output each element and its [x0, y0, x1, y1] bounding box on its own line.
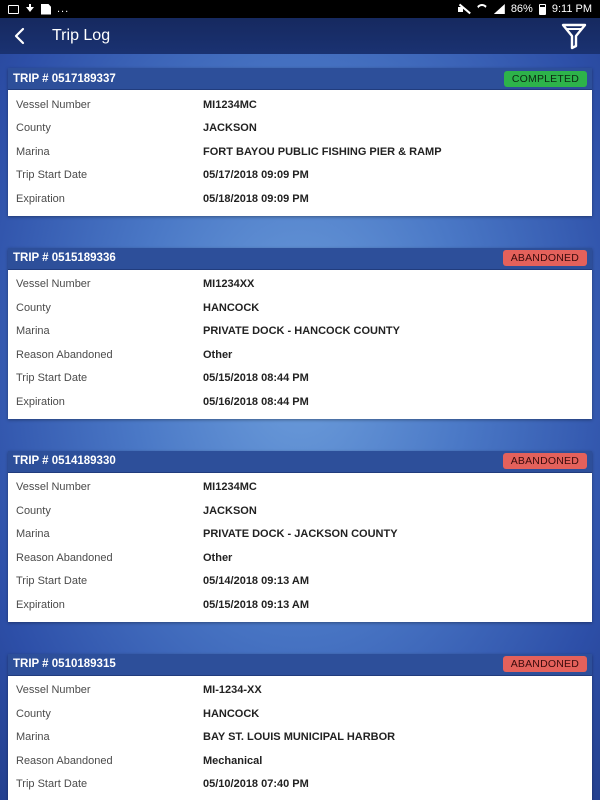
detail-label: Trip Start Date [16, 778, 88, 791]
detail-row [8, 367, 592, 391]
detail-value: PRIVATE DOCK - JACKSON COUNTY [203, 528, 398, 541]
detail-row [8, 476, 592, 500]
trip-card-body [8, 473, 592, 622]
trip-card-body [8, 90, 592, 216]
detail-value: 05/15/2018 08:44 PM [203, 372, 309, 385]
trip-card-body [8, 270, 592, 419]
trip-card[interactable] [8, 654, 592, 800]
detail-value: 05/16/2018 08:44 PM [203, 395, 309, 408]
detail-row [8, 546, 592, 570]
detail-label: Marina [16, 145, 50, 158]
detail-row [8, 187, 592, 211]
detail-label: Expiration [16, 192, 65, 205]
status-right [458, 3, 592, 15]
detail-label: County [16, 504, 51, 517]
sim-icon [41, 4, 51, 15]
detail-row [8, 320, 592, 344]
detail-label: Reason Abandoned [16, 348, 113, 361]
trip-card-header [8, 68, 592, 90]
back-button[interactable] [2, 18, 38, 54]
detail-row [8, 273, 592, 297]
detail-value: Mechanical [203, 754, 263, 767]
trip-id: TRIP # 0515189336 [13, 252, 116, 264]
trip-card-header [8, 451, 592, 473]
status-badge: COMPLETED [504, 71, 587, 87]
detail-label: Vessel Number [16, 278, 91, 291]
app-bar [0, 18, 600, 54]
detail-row [8, 296, 592, 320]
clock: 9:11 PM [551, 3, 592, 15]
status-badge: ABANDONED [503, 250, 587, 266]
detail-label: Trip Start Date [16, 372, 88, 385]
detail-row [8, 570, 592, 594]
detail-value: MI1234MC [203, 481, 257, 494]
detail-value: JACKSON [203, 504, 257, 517]
download-icon [25, 4, 35, 14]
filter-funnel-icon [561, 22, 587, 50]
trip-card[interactable] [8, 451, 592, 622]
status-left [8, 3, 69, 15]
detail-row [8, 593, 592, 617]
detail-row [8, 164, 592, 188]
signal-icon [494, 4, 505, 14]
battery-icon [539, 4, 546, 15]
detail-value: 05/10/2018 07:40 PM [203, 778, 309, 791]
battery-percent: 86% [510, 3, 533, 15]
trip-card-header [8, 248, 592, 270]
detail-value: MI1234XX [203, 278, 255, 291]
trip-card[interactable] [8, 248, 592, 419]
detail-label: Reason Abandoned [16, 754, 113, 767]
detail-row [8, 679, 592, 703]
detail-label: County [16, 707, 51, 720]
mute-icon [458, 4, 470, 14]
detail-value: PRIVATE DOCK - HANCOCK COUNTY [203, 325, 400, 338]
detail-value: MI1234MC [203, 98, 257, 111]
detail-row [8, 390, 592, 414]
image-icon [8, 5, 19, 14]
trip-id: TRIP # 0510189315 [13, 658, 116, 670]
detail-label: Marina [16, 731, 50, 744]
detail-label: County [16, 122, 51, 135]
detail-value: FORT BAYOU PUBLIC FISHING PIER & RAMP [203, 145, 442, 158]
detail-label: Expiration [16, 395, 65, 408]
trip-card-header [8, 654, 592, 676]
detail-label: Vessel Number [16, 98, 91, 111]
detail-row [8, 93, 592, 117]
detail-label: Expiration [16, 598, 65, 611]
detail-label: Trip Start Date [16, 169, 88, 182]
detail-row [8, 117, 592, 141]
detail-row [8, 523, 592, 547]
detail-label: Vessel Number [16, 684, 91, 697]
status-badge: ABANDONED [503, 453, 587, 469]
detail-value: Other [203, 348, 233, 361]
detail-label: Trip Start Date [16, 575, 88, 588]
trip-list [8, 68, 592, 800]
status-badge: ABANDONED [503, 656, 587, 672]
detail-label: Reason Abandoned [16, 551, 113, 564]
detail-value: 05/17/2018 09:09 PM [203, 169, 309, 182]
back-arrow-icon [12, 27, 28, 45]
detail-label: Marina [16, 528, 50, 541]
detail-row [8, 140, 592, 164]
detail-row [8, 726, 592, 750]
trip-card-body [8, 676, 592, 800]
detail-row [8, 499, 592, 523]
wifi-icon [476, 4, 488, 14]
detail-row [8, 749, 592, 773]
trip-id: TRIP # 0514189330 [13, 455, 116, 467]
detail-value: 05/15/2018 09:13 AM [203, 598, 309, 611]
detail-value: HANCOCK [203, 301, 260, 314]
detail-row [8, 702, 592, 726]
detail-row [8, 773, 592, 797]
detail-value: HANCOCK [203, 707, 260, 720]
detail-label: Marina [16, 325, 50, 338]
trip-card[interactable] [8, 68, 592, 216]
filter-button[interactable] [560, 21, 588, 51]
more-notifications: ... [57, 3, 70, 15]
detail-value: 05/14/2018 09:13 AM [203, 575, 309, 588]
trip-id: TRIP # 0517189337 [13, 72, 116, 85]
detail-label: County [16, 301, 51, 314]
detail-value: MI-1234-XX [203, 684, 262, 697]
detail-value: JACKSON [203, 122, 257, 135]
detail-row [8, 343, 592, 367]
page-title: Trip Log [52, 27, 111, 44]
status-bar [0, 0, 600, 18]
detail-value: 05/18/2018 09:09 PM [203, 192, 309, 205]
detail-value: BAY ST. LOUIS MUNICIPAL HARBOR [203, 731, 396, 744]
detail-value: Other [203, 551, 233, 564]
detail-label: Vessel Number [16, 481, 91, 494]
